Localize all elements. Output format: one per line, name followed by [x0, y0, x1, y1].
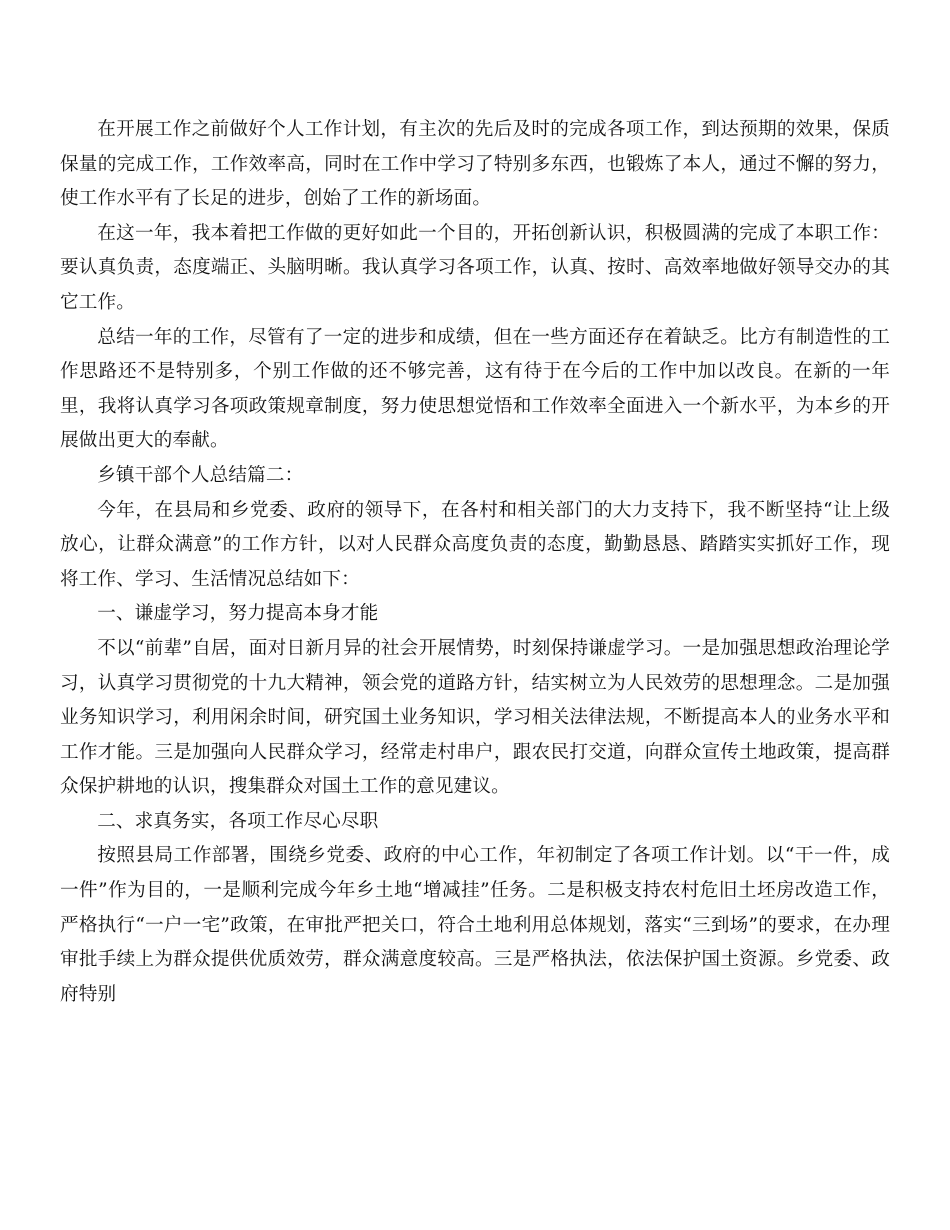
paragraph-work-duties: 按照县局工作部署，围绕乡党委、政府的中心工作，年初制定了各项工作计划。以“干一件，成一件”作为目的，一是顺利完成今年乡土地“增减挂”任务。二是积极支持农村危旧土坯房改造工作，严格执行“一户一宅”政策，在审批严把关口，符合土地利用总体规划，落实“三到场”的要求，在办理审批手续上为群众提供优质效劳，群众满意度较高。三是严格执法，依法保护国土资源。乡党委、政府特别 [60, 845, 890, 1005]
paragraph-year-summary: 总结一年的工作，尽管有了一定的进步和成绩，但在一些方面还存在着缺乏。比方有制造性的工作思路还不是特别多，个别工作做的还不够完善，这有待于在今后的工作中加以改良。在新的一年里，我将认真学习各项政策规章制度，努力使思想觉悟和工作效率全面进入一个新水平，为本乡的开展做出更大的奉献。 [60, 326, 890, 452]
paragraph-work-plan: 在开展工作之前做好个人工作计划，有主次的先后及时的完成各项工作，到达预期的效果，保质保量的完成工作，工作效率高，同时在工作中学习了特别多东西，也锻炼了本人，通过不懈的努力，使工作水平有了长足的进步，创始了工作的新场面。 [60, 119, 890, 210]
section-heading-learning: 一、谦虚学习，努力提高本身才能 [97, 603, 379, 625]
paragraph-learning: 不以“前辈”自居，面对日新月异的社会开展情势，时刻保持谦虚学习。一是加强思想政治理论学习，认真学习贯彻党的十九大精神，领会党的道路方针，结实树立为人民效劳的思想理念。二是加强业务知识学习，利用闲余时间，研究国土业务知识，学习相关法律法规，不断提高本人的业务水平和工作才能。三是加强向人民群众学习，经常走村串户，跟农民打交道，向群众宣传土地政策，提高群众保护耕地的认识，搜集群众对国土工作的意见建议。 [60, 637, 890, 798]
paragraph-this-year: 在这一年，我本着把工作做的更好如此一个目的，开拓创新认识，积极圆满的完成了本职工作：要认真负责，态度端正、头脑明晰。我认真学习各项工作，认真、按时、高效率地做好领导交办的其它工作。 [60, 222, 890, 313]
section-heading-work-duties: 二、求真务实，各项工作尽心尽职 [97, 810, 379, 832]
paragraph-intro-part-two: 今年，在县局和乡党委、政府的领导下，在各村和相关部门的大力支持下，我不断坚持“让上级放心，让群众满意”的工作方针，以对人民群众高度负责的态度，勤勤恳恳、踏踏实实抓好工作，现将工作、学习、生活情况总结如下： [60, 499, 890, 590]
document-body [60, 113, 890, 1012]
section-heading-part-two: 乡镇干部个人总结篇二： [97, 464, 304, 486]
